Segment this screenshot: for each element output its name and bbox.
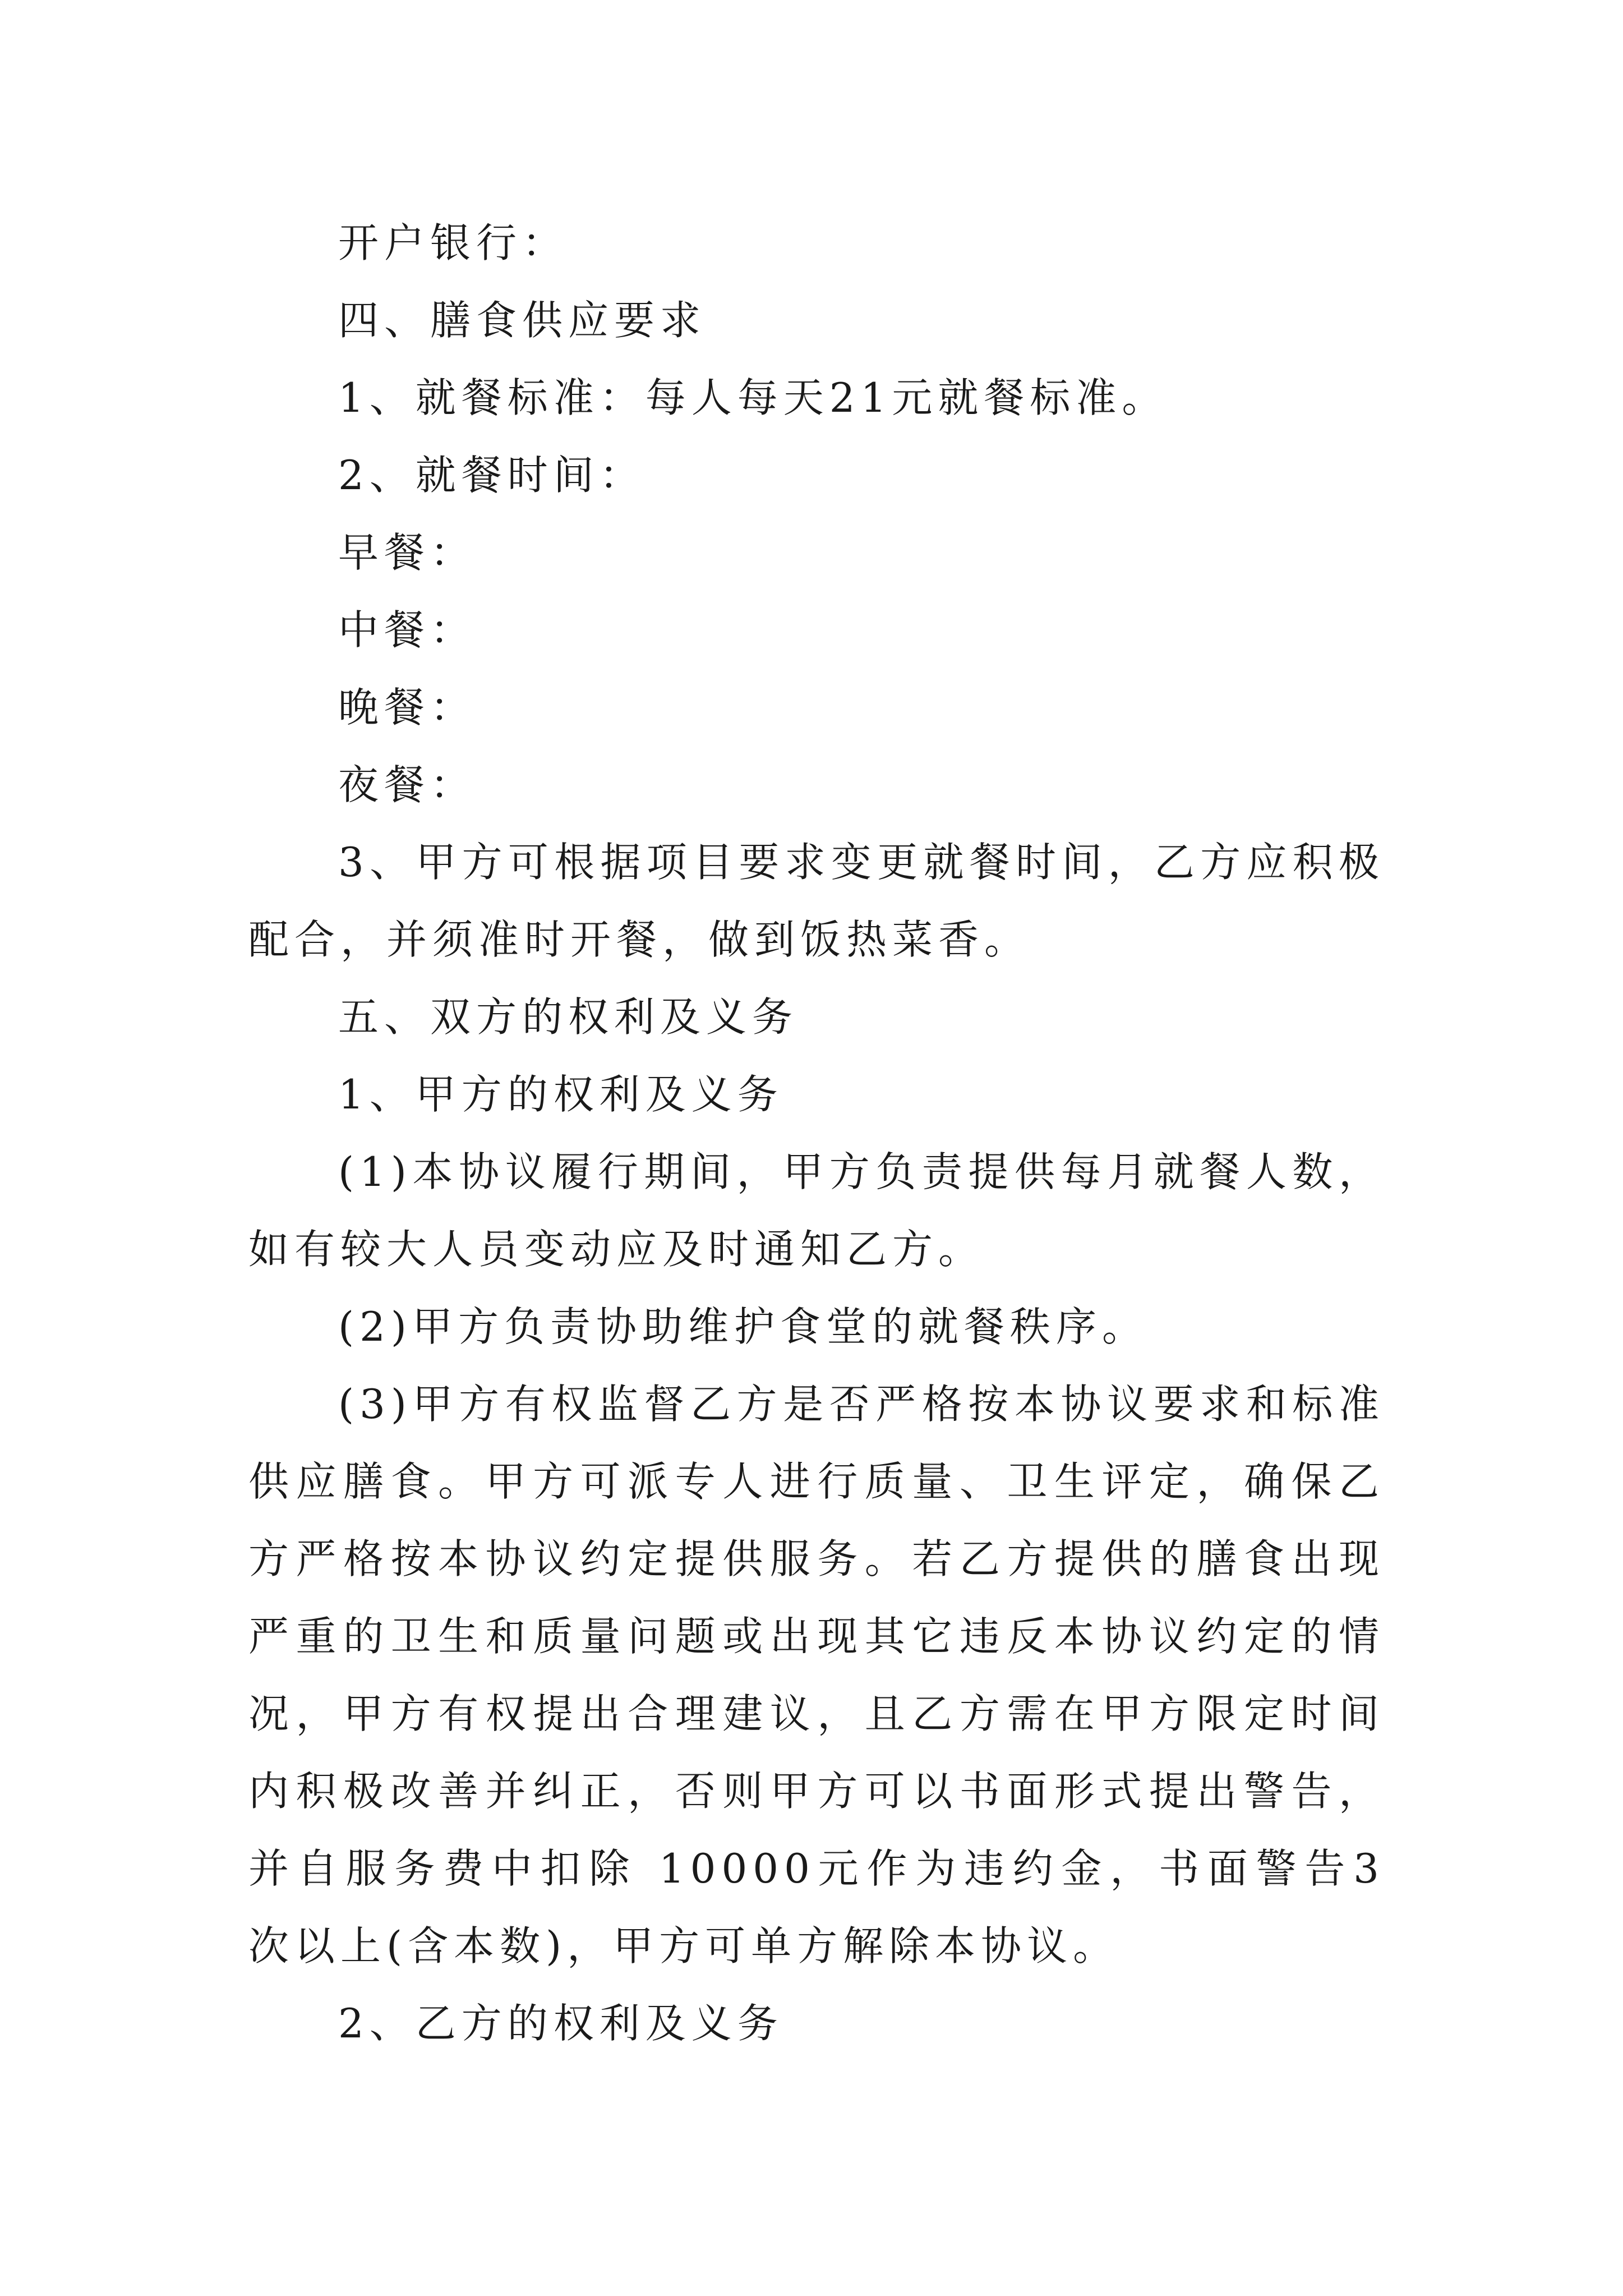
section-heading-4: 四、膳食供应要求 — [338, 297, 707, 344]
party-b-heading: 2、乙方的权利及义务 — [338, 2000, 783, 2047]
dinner-line: 晚餐： — [338, 684, 477, 731]
meal-time-heading: 2、就餐时间： — [338, 452, 645, 499]
breakfast-line: 早餐： — [338, 529, 477, 576]
lunch-line: 中餐： — [338, 606, 477, 654]
party-a-clause-3: (3)甲方有权监督乙方是否严格按本协议要求和标准供应膳食。甲方可派专人进行质量、卫生评定，确保乙方严格按本协议约定提供服务。若乙方提供的膳食出现严重的卫生和质量问题或出现其它违反本协议约定的情况，甲方有权提出合理建议，且乙方需在甲方限定时间内积极改善并纠正，否则甲方可以书面形式提出警告，并自服务费中扣除 10000元作为违约金，书面警告3 次以上(含本数)，甲方可单方解除本协议。 — [248, 1381, 1385, 1970]
party-a-clause-1: (1)本协议履行期间，甲方负责提供每月就餐人数，如有较大人员变动应及时通知乙方。 — [248, 1148, 1385, 1273]
meal-standard: 1、就餐标准：每人每天21元就餐标准。 — [338, 374, 1168, 421]
night-meal-line: 夜餐： — [338, 761, 477, 808]
meal-time-change-clause: 3、甲方可根据项目要求变更就餐时间，乙方应积极配合，并须准时开餐，做到饭热菜香。 — [248, 839, 1385, 963]
section-heading-5: 五、双方的权利及义务 — [338, 993, 799, 1041]
bank-line: 开户银行： — [338, 219, 569, 266]
party-a-clause-2: (2)甲方负责协助维护食堂的就餐秩序。 — [338, 1303, 1148, 1350]
party-a-heading: 1、甲方的权利及义务 — [338, 1071, 783, 1118]
